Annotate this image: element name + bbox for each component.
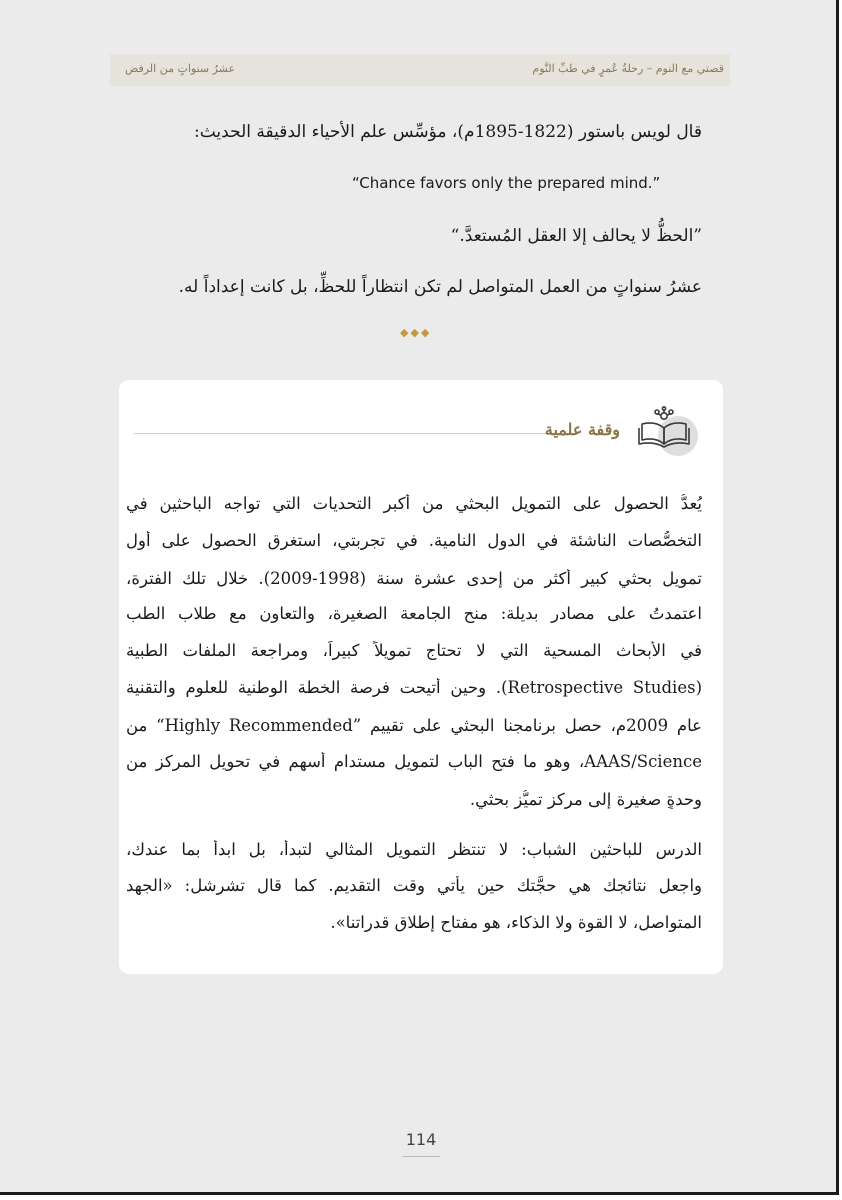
card-title-rule (134, 433, 550, 434)
card-paragraph-line: واجعل نتائجك هي حجَّتك حين يأتي وقت التقديم. كما قال تشرشل: «الجهد (126, 876, 702, 895)
card-paragraph-line: التخصُّصات الناشئة في الدول النامية. في تجربتي، استغرق الحصول على أول (126, 531, 702, 550)
card-paragraph-line: AAAS/Science، وهو ما فتح الباب لتمويلٍ مستدام أسهم في تحويل المركز من (126, 752, 702, 771)
card-paragraph-line: المتواصل، لا القوة ولا الذكاء، هو مفتاح إطلاق قدراتنا». (330, 913, 702, 932)
card-paragraph-line: اعتمدتُ على مصادر بديلة: منح الجامعة الصغيرة، والتعاون مع طلاب الطب (126, 604, 702, 623)
intro-line: قال لويس باستور (1822-1895م)، مؤسِّس علم الأحياء الدقيقة الحديث: (194, 122, 702, 142)
page-number-rule (402, 1156, 440, 1157)
card-paragraph-line: الدرس للباحثين الشباب: لا تنتظر التمويل المثالي لتبدأ، بل ابدأ بما عندك، (126, 840, 702, 859)
quote-english: “Chance favors only the prepared mind.” (352, 174, 661, 192)
card-paragraph-line: تمويل بحثي كبير أكثر من إحدى عشرة سنة (1998-2009). خلال تلك الفترة، (126, 569, 702, 588)
card-paragraph-line: (Retrospective Studies). وحين أُتيحت فرصة الخطة الوطنية للعلوم والتقنية (126, 678, 702, 697)
section-separator: ◆◆◆ (400, 326, 432, 339)
header-chapter-title: عشرُ سنواتٍ من الرفض (125, 62, 236, 75)
page-number: 114 (405, 1130, 437, 1149)
conclusion-line: عشرُ سنواتٍ من العمل المتواصل لم تكن انتظاراً للحظِّ، بل كانت إعداداً له. (178, 277, 702, 297)
card-title: وقفة علمية (544, 420, 620, 439)
open-book-icon (636, 406, 692, 450)
card-paragraph-line: في الأبحاث المسحية التي لا تحتاج تمويلاً كبيراً، ومراجعة الملفات الطبية (126, 641, 702, 660)
card-paragraph-line: وحدةٍ صغيرة إلى مركز تميُّزٍ بحثي. (469, 790, 702, 809)
quote-arabic: ”الحظُّ لا يحالف إلا العقل المُستعدَّ.“ (450, 226, 702, 246)
card-paragraph-line: عام 2009م، حصل برنامجنا البحثي على تقييم ”Highly Recommended“ من (126, 716, 702, 735)
header-book-title: قصتي مع النوم – رحلةُ عُمرٍ في طبِّ النَّوم (532, 62, 724, 75)
card-paragraph-line: يُعدُّ الحصول على التمويل البحثي من أكبر التحديات التي تواجه الباحثين في (126, 494, 702, 513)
